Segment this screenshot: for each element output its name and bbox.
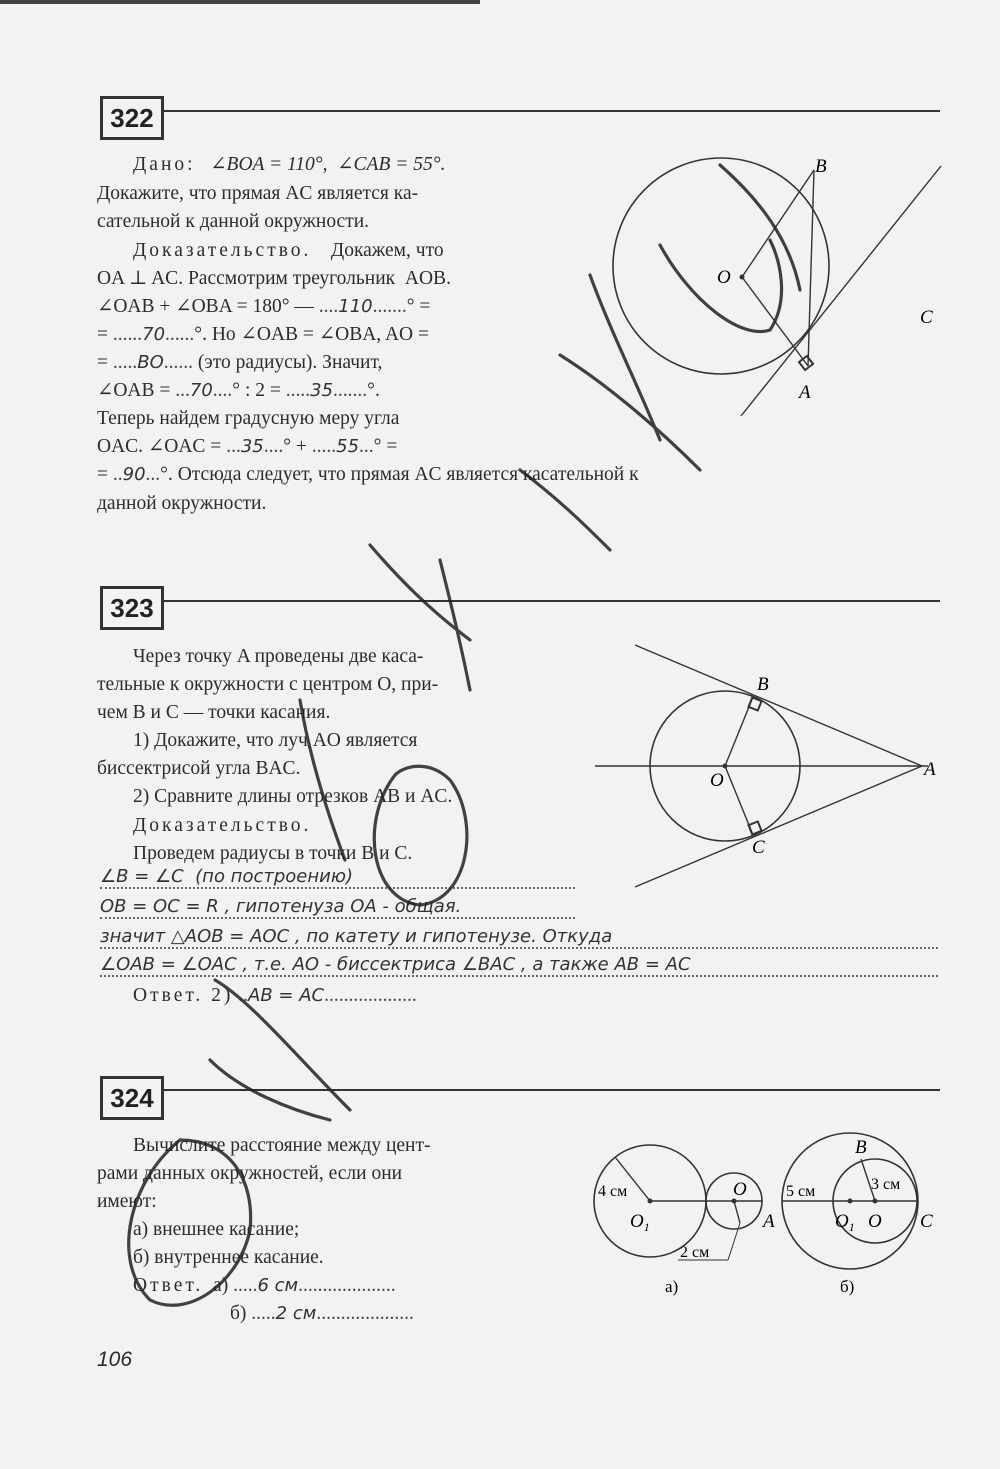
p322-l9-mid: ° : 2 = xyxy=(232,380,286,401)
p323-answer-label: Ответ. 2) xyxy=(133,985,234,1006)
p323-label-o: O xyxy=(710,770,724,791)
p324a-label-a: A xyxy=(763,1211,775,1232)
p324b-label-b: B xyxy=(855,1137,867,1158)
p323-text-line-1: Через точку A проведены две каса- xyxy=(133,646,424,667)
p322-l12-start: = xyxy=(97,464,113,485)
scribble-stroke-7 xyxy=(440,560,470,690)
p322-hw-35-a: 35 xyxy=(310,380,334,401)
p323-text-line-8: Проведем радиусы в точки B и C. xyxy=(133,843,413,864)
scribble-stroke-8 xyxy=(300,700,345,860)
p324-answer-a-label: а) xyxy=(213,1275,229,1296)
p323-label-a: A xyxy=(924,759,936,780)
p322-given-label: Дано: xyxy=(133,154,196,175)
p322-label-o: O xyxy=(717,267,731,288)
p324-text-line-5: б) внутреннее касание. xyxy=(133,1247,324,1268)
p324b-label-c: C xyxy=(920,1211,933,1232)
p322-l7-text: °. Но ∠OAB = ∠OBA, AO = xyxy=(194,324,430,345)
p322-l12-text: °. Отсюда следует, что прямая AC является касательной к xyxy=(160,464,639,485)
problem-number-322: 322 xyxy=(100,96,164,140)
p322-text-line-12: = ..90...°. Отсюда следует, что прямая AC является касательной к xyxy=(97,464,639,485)
p324a-caption: а) xyxy=(665,1277,679,1296)
p324-answer-label: Ответ. xyxy=(133,1275,204,1296)
p322-l7-start: = xyxy=(97,324,113,345)
p322-hw-70-b: 70 xyxy=(189,380,213,401)
p324-text-line-1: Вычислите расстояние между цент- xyxy=(133,1135,431,1156)
p322-hw-70-a: 70 xyxy=(142,324,166,345)
scribble-stroke-2 xyxy=(660,240,782,332)
scribble-stroke-9 xyxy=(215,980,350,1110)
p324-text-line-3: имеют: xyxy=(97,1191,157,1212)
p324b-label-5cm: 5 см xyxy=(786,1183,816,1200)
p322-label-b: B xyxy=(815,156,827,177)
p324b-label-3cm: 3 см xyxy=(871,1176,901,1193)
p322-text-line-9: ∠OAB = ...70....° : 2 = .....35.......°. xyxy=(97,380,380,401)
p322-text-line-8: = .....BO...... (это радиусы). Значит, xyxy=(97,352,383,373)
p322-hw-55: 55 xyxy=(336,436,360,457)
page-number: 106 xyxy=(97,1348,133,1371)
p322-text-line-3: сательной к данной окружности. xyxy=(97,211,370,232)
p324-answer-b-hw: 2 см xyxy=(275,1303,317,1324)
p324b-caption: б) xyxy=(840,1277,855,1296)
p323-label-c: C xyxy=(752,837,765,858)
p323-hw-line-3: значит △AOB = AOC , по катету и гипотенузе. Откуда xyxy=(100,926,938,949)
p324a-o1-letter: O xyxy=(630,1211,644,1232)
p322-text-line-6: ∠OAB + ∠OBA = 180° — ....110.......° = xyxy=(97,296,431,317)
p322-label-c: C xyxy=(920,307,933,328)
p324-answer-a-hw: 6 см xyxy=(257,1275,299,1296)
scribble-loop-o xyxy=(374,766,467,905)
p322-l9-start: ∠OAB = xyxy=(97,380,176,401)
p322-l6-end: ° = xyxy=(406,296,431,317)
p322-text-line-10: Теперь найдем градусную меру угла xyxy=(97,408,400,429)
p324-answer-b-line: б) .....2 см.................... xyxy=(230,1303,414,1324)
p323-hw-line-4: ∠OAB = ∠OAC , т.е. AO - биссектриса ∠BAC , а также AB = AC xyxy=(100,954,938,977)
p323-proof-label: Доказательство. xyxy=(133,815,312,836)
p322-proof-label: Доказательство. xyxy=(133,240,312,261)
p324-answer-a-line: Ответ. а) .....6 см.................... xyxy=(133,1275,396,1296)
p323-answer-line: Ответ. 2) ..AB = AC................... xyxy=(133,985,417,1006)
p322-l8-start: = xyxy=(97,352,113,373)
p322-l9-end: °. xyxy=(367,380,380,401)
p322-hw-bo: BO xyxy=(137,352,164,373)
problem-number-323: 323 xyxy=(100,586,164,630)
p324b-o1-sub: 1 xyxy=(848,1220,855,1234)
problem-number-324: 324 xyxy=(100,1076,164,1120)
p323-text-line-3: чем B и C — точки касания. xyxy=(97,702,331,723)
p322-text-line-7: = ......70......°. Но ∠OAB = ∠OBA, AO = xyxy=(97,324,430,345)
scribble-stroke-5 xyxy=(520,470,610,550)
p323-text-line-5: биссектрисой угла BAC. xyxy=(97,758,301,779)
p324a-label-o: O xyxy=(733,1179,747,1200)
p323-answer-hw: AB = AC xyxy=(248,985,325,1006)
p324a-label-2cm: 2 см xyxy=(680,1244,710,1261)
p323-label-b: B xyxy=(757,674,769,695)
p322-hw-90: 90 xyxy=(122,464,146,485)
scribble-stroke-1 xyxy=(720,165,800,290)
scribble-stroke-3 xyxy=(590,275,660,440)
p323-hw-line-1: ∠B = ∠C (по построению) xyxy=(100,866,575,889)
p322-l8-text: (это радиусы). Значит, xyxy=(193,352,383,373)
p322-hw-110: 110 xyxy=(338,296,373,317)
p322-l6-text: ∠OAB + ∠OBA = 180° — xyxy=(97,296,319,317)
p322-text-line-13: данной окружности. xyxy=(97,493,267,514)
scribble-loop-0 xyxy=(129,1140,251,1305)
p322-text-line-5: OA ⊥ AC. Рассмотрим треугольник AOB. xyxy=(97,268,451,289)
p322-l11-end: ° = xyxy=(373,436,398,457)
p324-text-line-2: рами данных окружностей, если они xyxy=(97,1163,403,1184)
p322-proof-intro: Докажем, что xyxy=(330,240,444,261)
p323-text-line-6: 2) Сравните длины отрезков AB и AC. xyxy=(133,786,453,807)
p322-text-line-11: OAC. ∠OAC = ...35....° + .....55...° = xyxy=(97,436,398,457)
p322-l11-mid: ° + xyxy=(283,436,312,457)
p322-l11-start: OAC. ∠OAC = xyxy=(97,436,227,457)
p322-text-line-2: Докажите, что прямая AC является ка- xyxy=(97,183,419,204)
p323-text-line-4: 1) Докажите, что луч AO является xyxy=(133,730,418,751)
p324-answer-b-label: б) xyxy=(230,1303,247,1324)
p324b-label-o: O xyxy=(868,1211,882,1232)
p324a-label-4cm: 4 см xyxy=(598,1183,628,1200)
p322-hw-35-b: 35 xyxy=(240,436,264,457)
p322-given-angles: ∠BOA = 110°, ∠CAB = 55°. xyxy=(210,154,446,175)
p323-hw-line-2: OB = OC = R , гипотенуза OA - общая. xyxy=(100,896,575,919)
p324b-o1-letter: O xyxy=(835,1211,849,1232)
p322-label-a: A xyxy=(799,382,811,403)
p324a-o1-sub: 1 xyxy=(643,1220,650,1234)
p323-text-line-2: тельные к окружности с центром O, при- xyxy=(97,674,439,695)
p324-text-line-4: а) внешнее касание; xyxy=(133,1219,300,1240)
